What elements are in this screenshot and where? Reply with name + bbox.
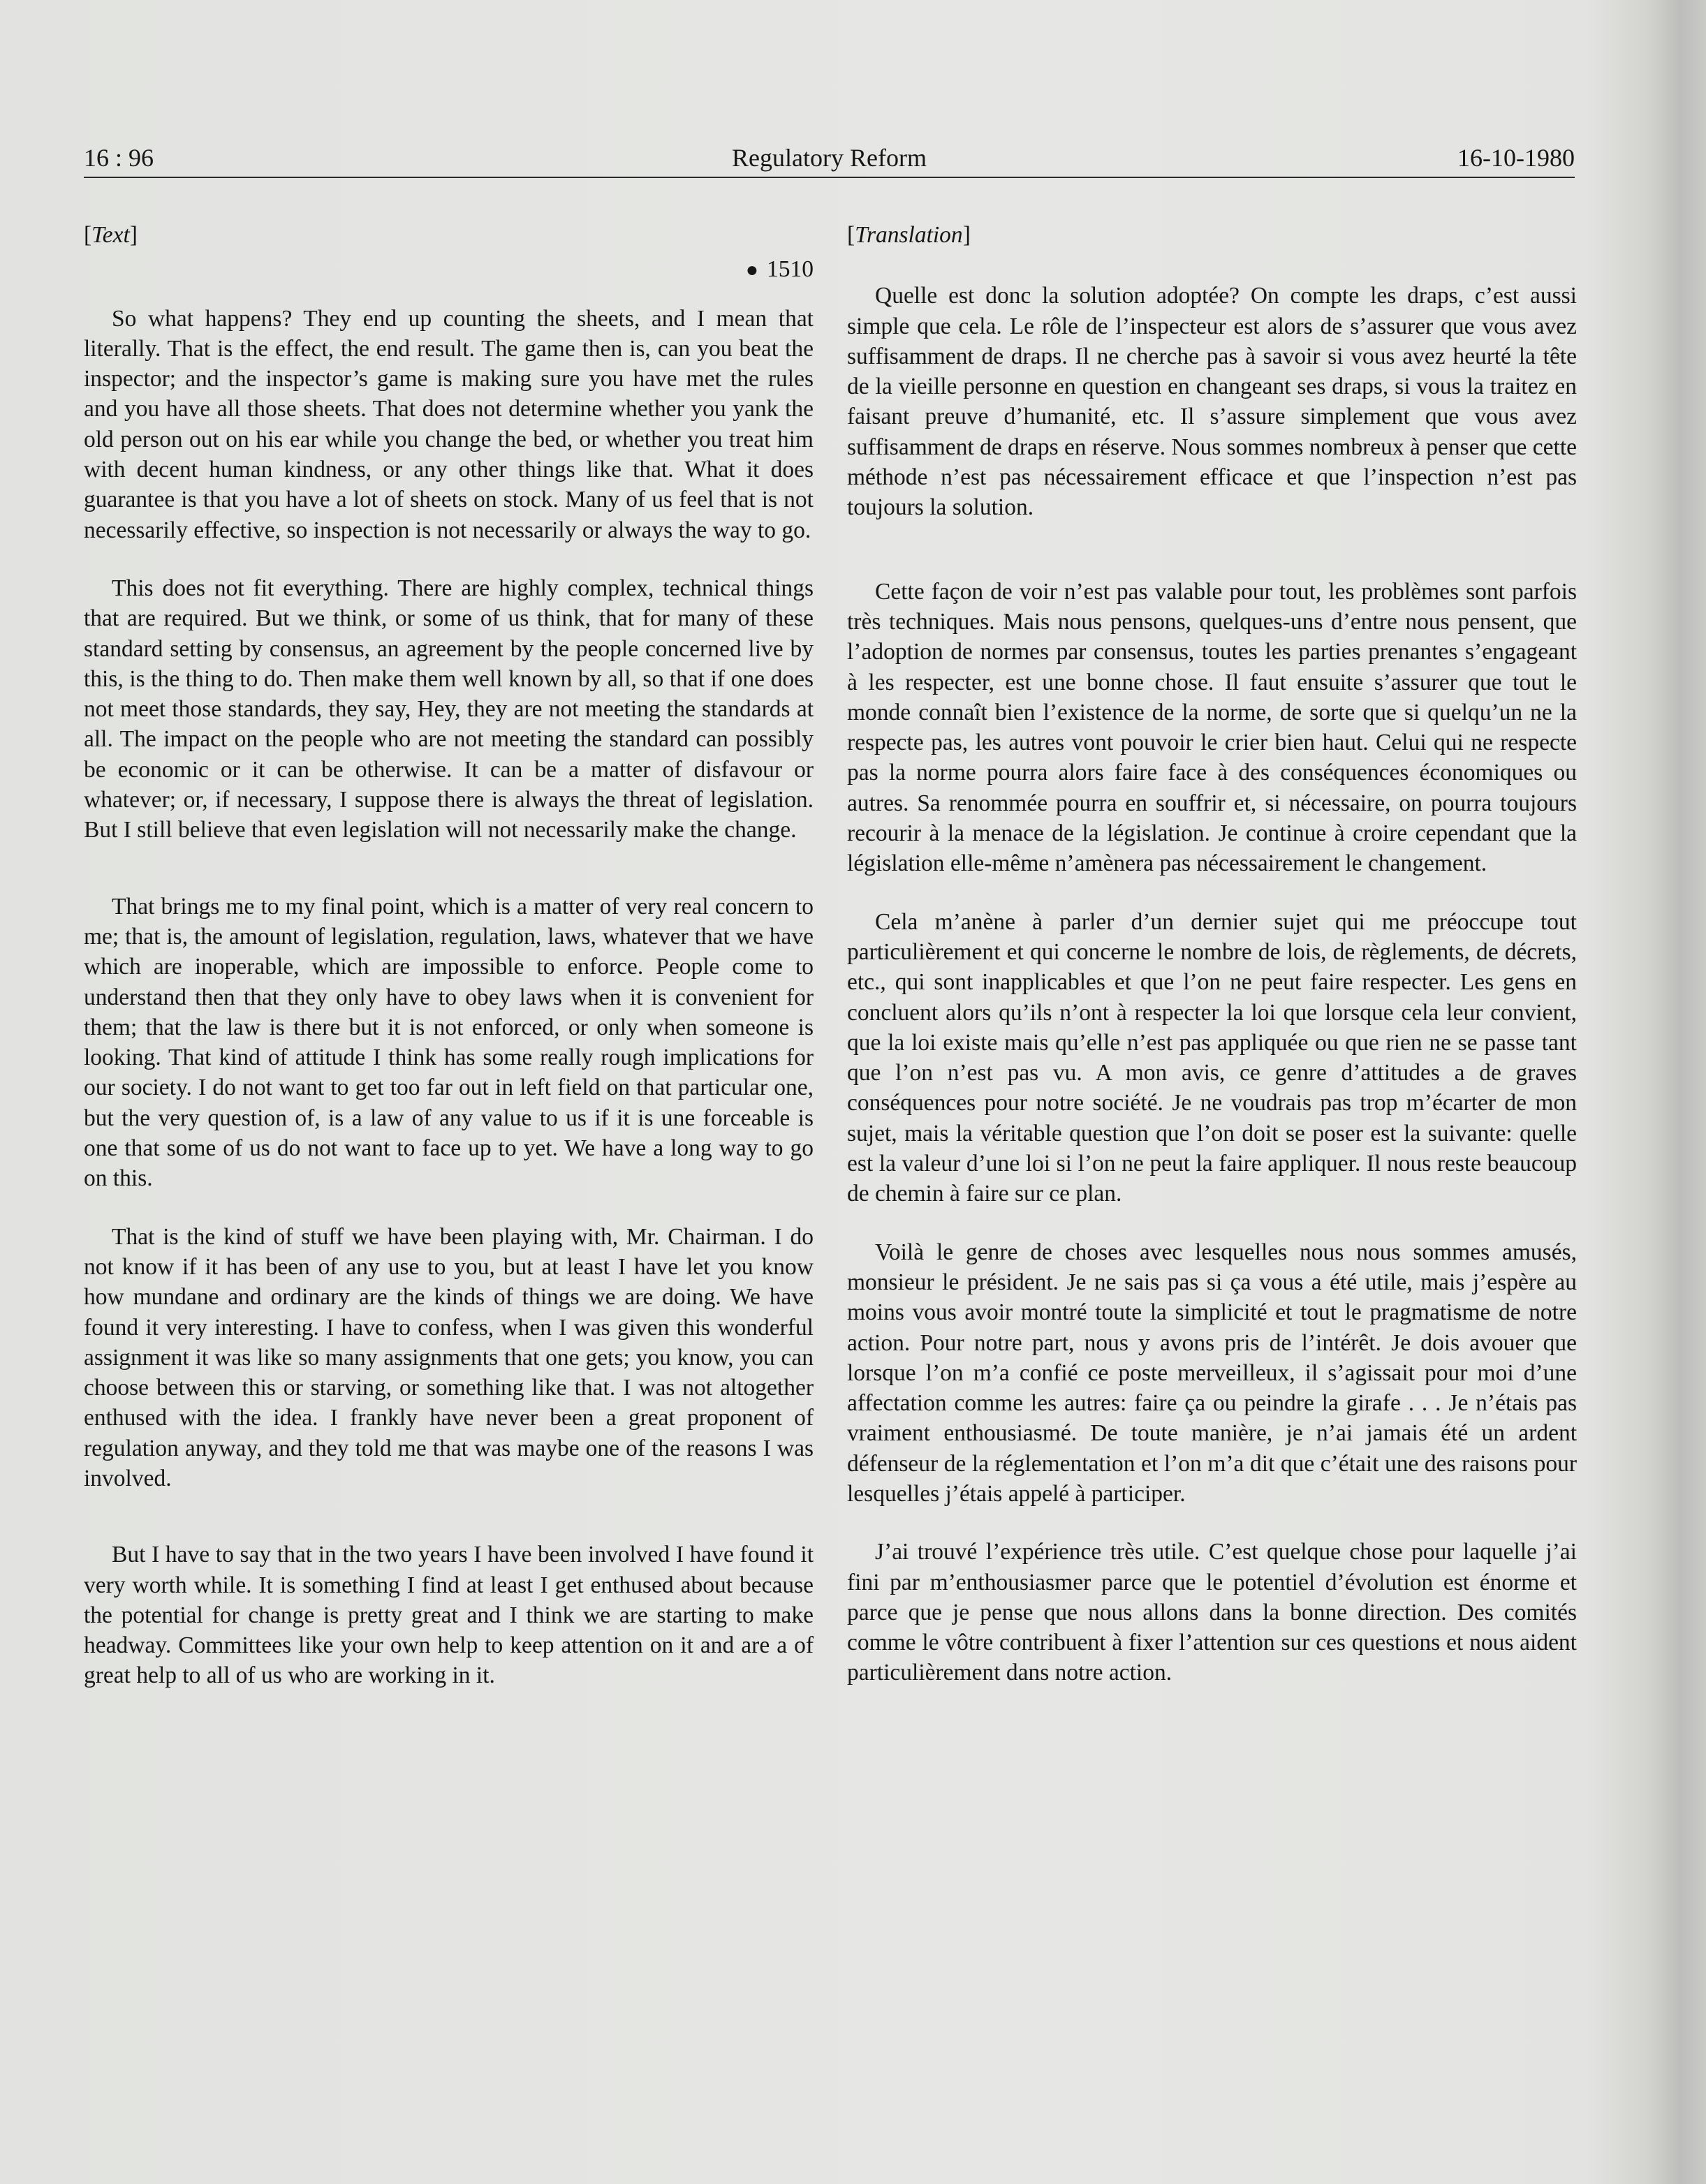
french-translation-column (847, 209, 1577, 1688)
paragraph: This does not fit everything. There are highly complex, technical things that are required. But we think, or some of us think, that for many of these standard setting by consensus, an agreement by the people concerned live by this, is the thing to do. Then make them well known by all, so that if one does not meet those standards, they say, Hey, they are not meeting the standards at all. The impact on the people who are not meeting the standard can possibly be economic or it can be otherwise. It can be a matter of disfavour or whatever; or, if necessary, I suppose there is always the threat of legislation. But I still believe that even legislation will not necessarily make the change. (84, 575, 814, 843)
paragraph: That brings me to my final point, which is a matter of very real concern to me; that is, the amount of legislation, regulation, laws, whatever that we have which are inoperable, which are impossible to enforce. People come to understand then that they only have to obey laws when it is convenient for them; that the law is there but it is not enforced, or only when someone is looking. That kind of attitude I think has some really rough implications for our society. I do not want to get too far out in left field on that particular one, but the very question of, is a law of any value to us if it is une forceable is one that some of us do not want to face up to yet. We have a long way to go on this. (84, 893, 814, 1192)
paragraph: Cela m’anène à parler d’un dernier sujet qui me préoccupe tout particulièrement et qui concerne le nombre de lois, de règlements, de décrets, etc., qui sont inapplicables et que l’on ne peut faire respecter. Les gens en concluent alors qu’ils n’ont à respecter la loi que lorsque cela leur convient, que la loi existe mais qu’elle n’est pas appliquée ou que rien ne se passe tant que l’on n’est pas vu. A mon avis, ce genre d’attitudes a de graves conséquences pour notre société. Je ne voudrais pas trop m’écarter de mon sujet, mais la véritable question que l’on doit se poser est la suivante: quelle est la valeur d’une loi si l’on ne peut la faire appliquer. Il nous reste beaucoup de chemin à faire sur ce plan. (847, 908, 1577, 1207)
paragraph: Quelle est donc la solution adoptée? On compte les draps, c’est aussi simple que cela. Le rôle de l’inspecteur est alors de s’assurer que vous avez suffisamment de draps. Il ne cherche pas à savoir si vous avez heurté la tête de la vieille personne en question en changeant ses draps, si vous la traitez en faisant preuve d’humanité, etc. Il s’assure simplement que vous avez suffisamment de draps en réserve. Nous sommes nombreux à penser que cette méthode n’est pas nécessairement efficace et que l’inspection n’est pas toujours la solution. (847, 283, 1578, 521)
text-label: [Text] (84, 222, 138, 248)
paragraph: So what happens? They end up counting the sheets, and I mean that literally. That is the effect, the end result. The game then is, can you beat the inspector; and the inspector’s game is making sure you have met the rules and you have all those sheets. That does not determine whether you yank the old person out on his ear while you change the bed, or whether you treat him with decent human kindness, or any other things like that. What it does guarantee is that you have a lot of sheets on stock. Many of us feel that is not necessarily effective, so inspection is not necessarily or always the way to go. (84, 305, 814, 543)
paragraph: But I have to say that in the two years I have been involved I have found it very worth while. It is something I find at least I get enthused about because the potential for change is pretty great and I think we are starting to make headway. Committees like your own help to keep attention on it and are a of great help to all of us who are working in it. (84, 1542, 814, 1689)
paragraph: Cette façon de voir n’est pas valable pour tout, les problèmes sont parfois très techniques. Mais nous pensons, quelques-uns d’entre nous pensent, que l’adoption de normes par consensus, toutes les parties prenantes s’engageant à les respecter, est une bonne chose. Il faut ensuite s’assurer que tout le monde connaît bien l’existence de la norme, de sorte que si quelqu’un ne la respecte pas, les autres vont pouvoir le crier bien haut. Celui qui ne respecte pas la norme pourra alors faire face à des conséquences économiques ou autres. Sa renommée pourra en souffrir et, si nécessaire, on pourra toujours recourir à la menace de la législation. Je continue à croire cependant que la législation elle-même n’amènera pas nécessairement le changement. (847, 578, 1577, 877)
paragraph: That is the kind of stuff we have been playing with, Mr. Chairman. I do not know if it has been of any use to you, but at least I have let you know how mundane and ordinary are the kinds of things we are doing. We have found it very interesting. I have to confess, when I was given this wonderful assignment it was like so many assignments that one gets; you know, you can choose between this or starving, or something like that. I was not altogether enthused with the idea. I frankly have never been a great proponent of regulation anyway, and they told me that was maybe one of the reasons I was involved. (84, 1223, 814, 1491)
running-header (84, 141, 1575, 175)
paragraph: J’ai trouvé l’expérience très utile. C’est quelque chose pour laquelle j’ai fini par m’enthousiasmer parce que le potentiel d’évolution est énorme et parce que je pense que nous allons dans la bonne direction. Des comités comme le vôtre contribuent à fixer l’attention sur ces questions et nous aident particulièrement dans notre action. (847, 1539, 1577, 1686)
time-marker: ● 1510 (745, 256, 814, 283)
english-text-column (84, 209, 814, 1691)
bullet-icon: ● (745, 258, 758, 282)
header-rule (84, 177, 1575, 178)
column-spacer (847, 250, 1577, 281)
header-date: 16-10-1980 (1457, 144, 1575, 172)
paragraph: Voilà le genre de choses avec lesquelles nous nous sommes amusés, monsieur le président. Je ne sais pas si ça vous a été utile, mais j’espère au moins vous avoir montré toute la simplicité et tout le pragmatisme de notre action. Pour notre part, nous y avons pris de l’intérêt. Je dois avouer que lorsque l’on m’a confié ce poste merveilleux, il s’agissait pour moi d’une affectation comme les autres: faire ça ou peindre la girafe . . . Je n’étais pas vraiment enthousiasmé. De toute manière, je n’ai jamais été un ardent défenseur de la réglementation et l’on m’a dit que c’était une des raisons pour lesquelles j’étais appelé à participer. (847, 1239, 1577, 1507)
translation-label: [Translation] (847, 222, 971, 248)
publication-title: Regulatory Reform (732, 144, 927, 172)
page-number: 16 : 96 (84, 144, 154, 172)
